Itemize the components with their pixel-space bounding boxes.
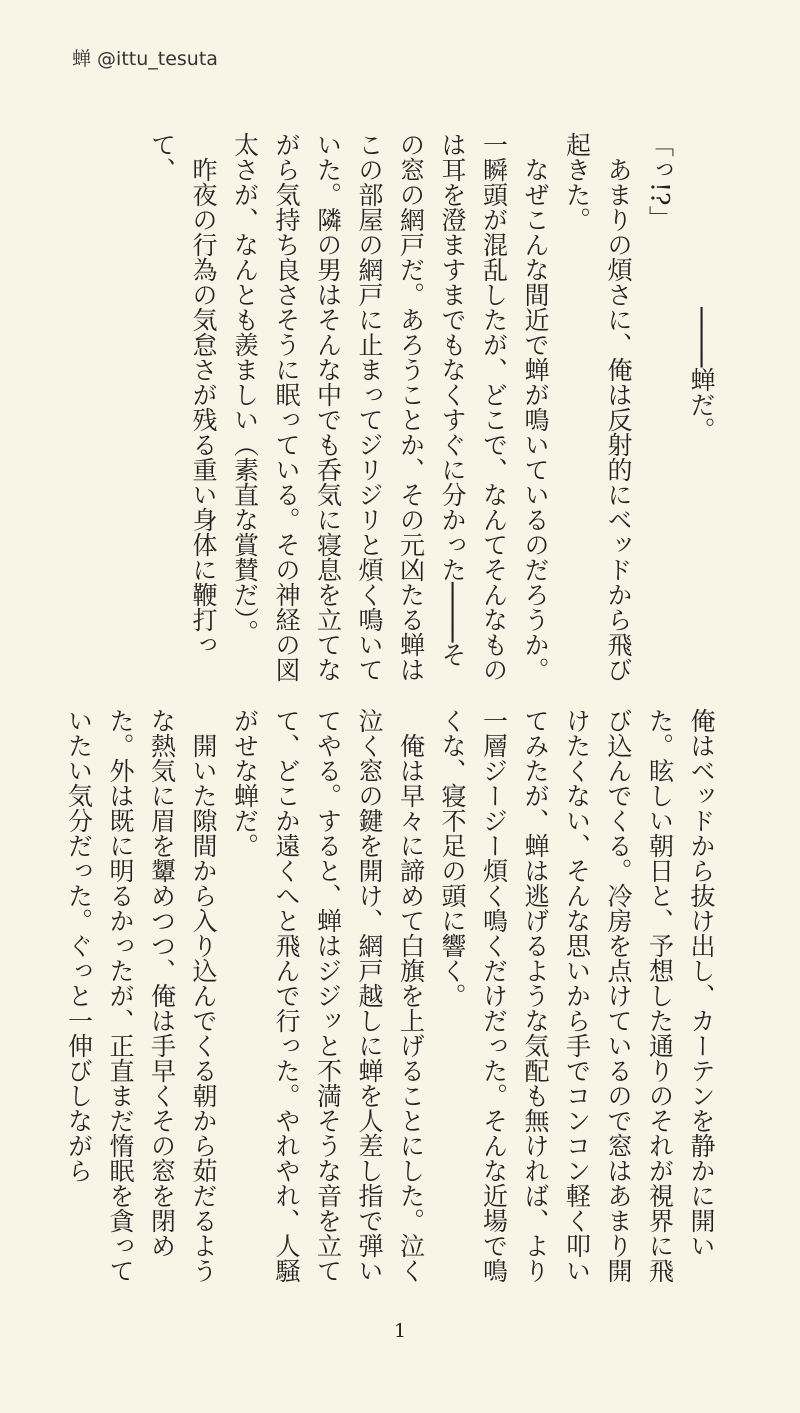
paragraph: ────蝉だ。 [687, 132, 716, 443]
header-title: 蝉 @ittu_tesuta [72, 48, 218, 70]
paragraph: 俺は早々に諦めて白旗を上げることにした。泣く泣く窓の鍵を開け、網戸越しに蝉を人差し指で弾いてやる。すると、蝉はジジッと不満そうな音を立てて、どこか遠くへと飛んで行った。やれやれ、人騒がせな蝉だ。 [230, 708, 426, 1283]
text-block-top [72, 132, 722, 692]
paragraph: 「っ!?」 [645, 132, 675, 231]
paragraph: 俺はベッドから抜け出し、カーテンを静かに開いた。眩しい朝日と、予想した通りのそれが視界に飛び込んでくる。冷房を点けているので窓はあまり開けたくない、そんな思いから手でコンコン軽く叩いてみたが、蝉は逃げるような気配も無ければ、より一層ジージー煩く鳴くだけだった。そんな近場で鳴くな、寝不足の頭に響く。 [438, 708, 716, 1283]
page-number: 1 [393, 1320, 407, 1342]
paragraph: なぜこんな間近で蝉が鳴いているのだろうか。一瞬頭が混乱したが、どこで、なんてそんなものは耳を澄ますまでもなくすぐに分かった────その窓の網戸だ。あろうことか、その元凶たる蝉はこの部屋の網戸に止まってジリジリと煩く鳴いていた。隣の男はそんな中でも呑気に寝息を立てながら気持ち良さそうに眠っている。その神経の図太さが、なんとも羨ましい（素直な賞賛だ）。 [230, 132, 550, 682]
text-block-bottom [64, 708, 722, 1298]
paragraph: 開いた隙間から入り込んでくる朝から茹だるような熱気に眉を顰めつつ、俺は手早くその窓を閉めた。外は既に明るかったが、正直まだ惰眠を貪っていたい気分だった。ぐっと一伸びしながら [64, 708, 218, 1283]
paragraph: 昨夜の行為の気怠さが残る重い身体に鞭打って、 [147, 132, 218, 657]
paragraph: あまりの煩さに、俺は反射的にベッドから飛び起きた。 [562, 132, 633, 682]
